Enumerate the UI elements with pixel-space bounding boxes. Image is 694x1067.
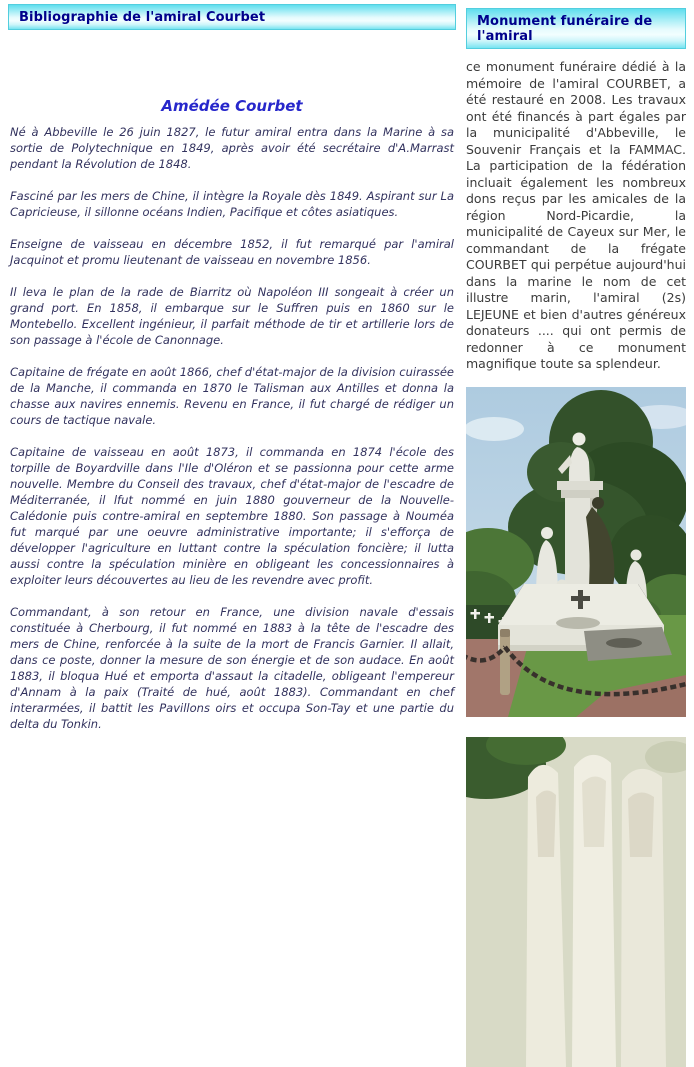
biography-paragraph: Commandant, à son retour en France, une division navale d'essais constituée à Cherbourg, il fut nommé en 1883 à la tête de l'escadre des mers de Chine, renforcée à la suite de la mort de Francis Garnier. Il allait, dans ce poste, donner la mesure de son énergie et de son audace. En août 1883, il bloqua Hué et emporta d'assaut la citadelle, obligeant l'empereur d'Annam à la paix (Traité de hué, août 1883). Commandant en chef interarmées, il battit les Pavillons oirs et occupa Son-Tay et une partie du delta du Tonkin. [10,605,454,731]
monument-section-header-label: Monument funéraire de l'amiral [477,14,653,44]
biography-body [8,97,456,732]
statues-detail-photo-illustration [466,737,686,1067]
monument-cemetery-photo [466,387,686,717]
statues-detail-photo [466,737,686,1067]
biography-paragraph: Capitaine de vaisseau en août 1873, il commanda en 1874 l'école des torpille de Boyardville dans l'Ile d'Oléron et se passionna pour cette arme nouvelle. Membre du Conseil des travaux, chef d'état-major de l'escadre de Méditerranée, il lfut nommé en juin 1880 gouverneur de la Nouvelle-Calédonie puis contre-amiral en septembre 1880. Son passage à Nouméa fut marqué par une oeuvre administrative importante; il s'efforça de développer l'agriculture en luttant contre la spéculation foncière; il lutta aussi contre la spéculation minière en obligeant les concessionnaires à exploiter leurs découvertes au lieu de les revendre avec profit. [10,445,454,587]
biography-column [8,4,456,732]
biography-paragraph: Fasciné par les mers de Chine, il intègre la Royale dès 1849. Aspirant sur La Capricieuse, il sillonne océans Indien, Pacifique et côtes asiatiques. [10,189,454,219]
monument-column [466,8,686,1067]
biography-section-header-label: Bibliographie de l'amiral Courbet [19,10,266,25]
biography-paragraph: Il leva le plan de la rade de Biarritz où Napoléon III songeait à créer un grand port. En 1858, il embarque sur le Suffren puis en 1860 sur le Montebello. Excellent ingénieur, il parfait méthode de tir et artillerie lors de son passage à l'école de Canonnage. [10,285,454,347]
monument-paragraph: ce monument funéraire dédié à la mémoire de l'amiral COURBET, a été restauré en 2008. Les travaux ont été financés à part égales par la municipalité d'Abbeville, le Souvenir Français et la FAMMAC. La participation de la fédération incluait également les nombreux dons reçus par les amicales de la région Nord-Picardie, la municipalité de Cayeux sur Mer, le commandant de la frégate COURBET qui perpétue aujourd'hui dans la marine le nom de cet illustre marin, l'amiral (2s) LEJEUNE et bien d'autres généreux donateurs .... qui ont permis de redonner à ce monument magnifique toute sa splendeur. [466,59,686,371]
article-title: Amédée Courbet [161,97,303,115]
biography-paragraph: Enseigne de vaisseau en décembre 1852, il fut remarqué par l'amiral Jacquinot et promu lieutenant de vaisseau en novembre 1856. [10,237,454,267]
monument-cemetery-photo-illustration [466,387,686,717]
monument-section-header [466,8,686,49]
biography-paragraph: Né à Abbeville le 26 juin 1827, le futur amiral entra dans la Marine à sa sortie de Polytechnique en 1849, après avoir été secrétaire d'A.Marrast pendant la Révolution de 1848. [10,125,454,171]
biography-paragraph: Capitaine de frégate en août 1866, chef d'état-major de la division cuirassée de la Manche, il commanda en 1870 le Talisman aux Antilles et donna la chasse aux navires ennemis. Revenu en France, il fut chargé de rédiger un cours de tactique navale. [10,365,454,427]
biography-section-header [8,4,456,30]
